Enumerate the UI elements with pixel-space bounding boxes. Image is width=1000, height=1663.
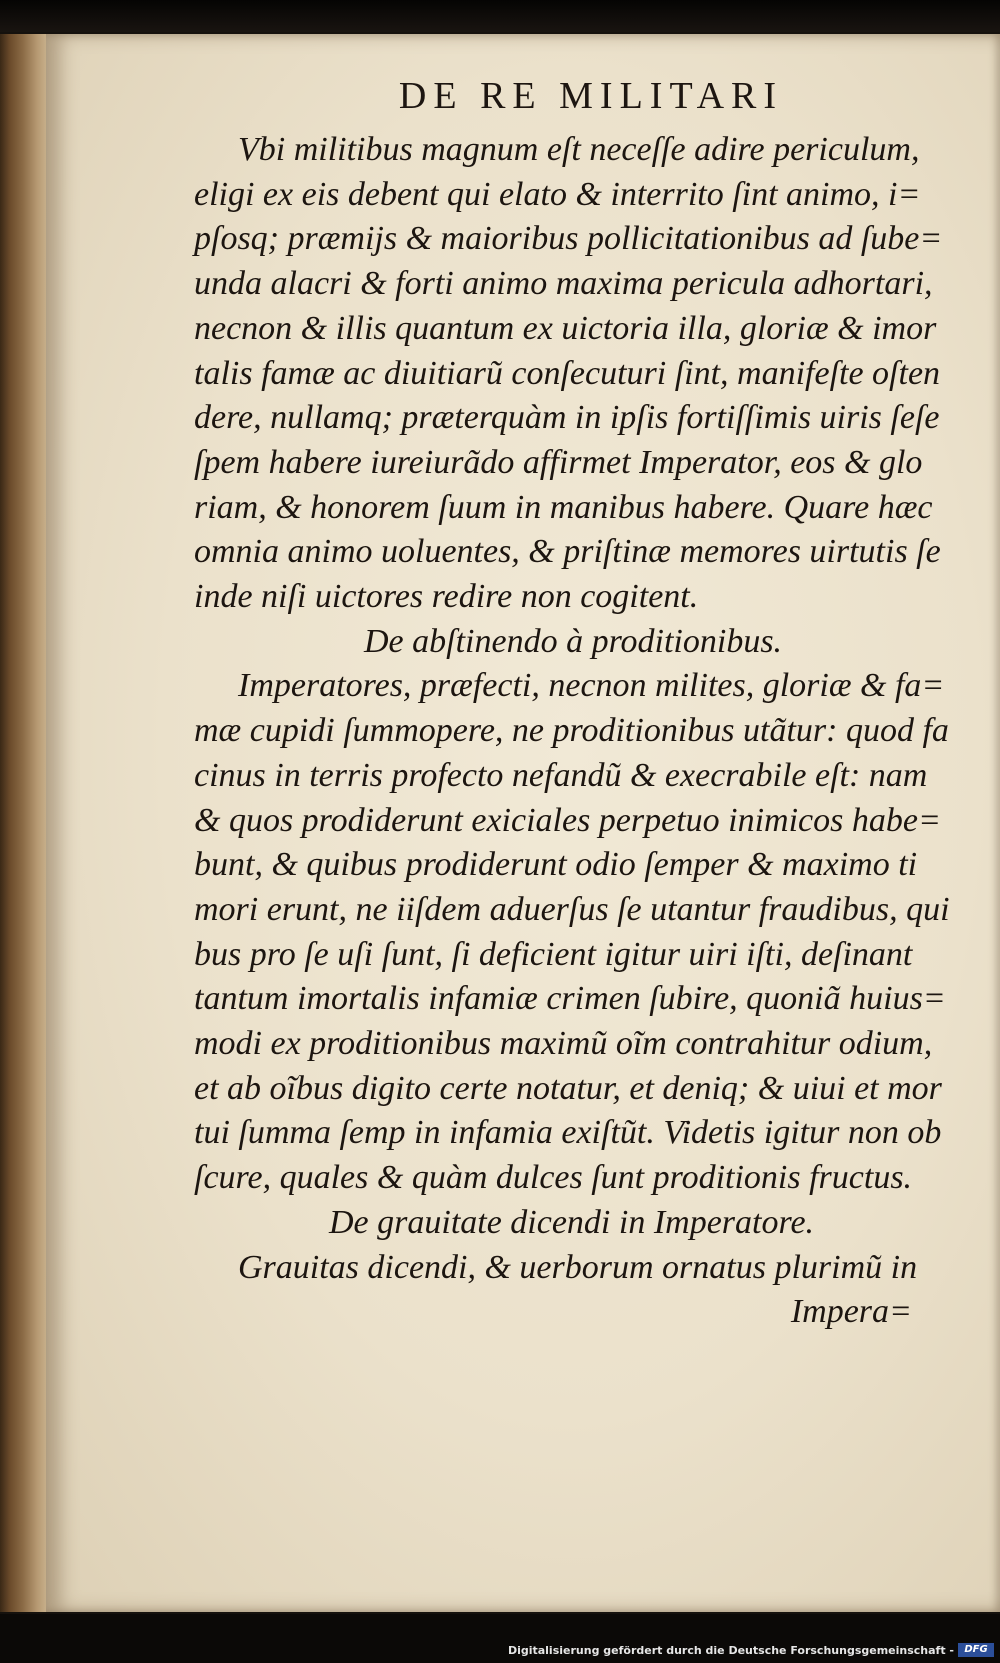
text-line: omnia animo uoluentes, & priſtinæ memores uirtutis ſe [194,533,941,571]
text-line: et ab oĩbus digito certe notatur, et deniq; & uiui et mor [194,1069,942,1107]
text-line: Imperatores, præfecti, necnon milites, gloriæ & fa= [238,667,945,705]
text-line: Vbi militibus magnum eſt neceſſe adire periculum, [238,131,920,168]
text-line: ſcure, quales & quàm dulces ſunt proditionis fructus. [194,1159,913,1197]
text-line: talis famæ ac diuitiarũ conſecuturi ſint, manifeſte oſten [194,354,941,392]
text-line: riam, & honorem ſuum in manibus habere. Quare hæc [194,488,933,526]
text-line: Impera= [790,1293,912,1331]
text-line: mæ cupidi ſummopere, ne proditionibus utãtur: quod fa [194,712,949,750]
text-line: dere, nullamq; præterquàm in ipſis fortiſſimis uiris ſeſe [194,399,940,437]
text-line: eligi ex eis debent qui elato & interrito ſint animo, i= [194,175,921,213]
book-page [46,34,1000,1612]
section-heading: De abſtinendo à proditionibus. [364,622,783,660]
text-line: modi ex proditionibus maximũ oĩm contrahitur odium, [194,1025,933,1063]
text-line: Grauitas dicendi, & uerborum ornatus plurimũ in [238,1248,918,1286]
text-line: ſpem habere iureiurãdo affirmet Imperator, eos & glo [194,443,923,481]
running-head: DE RE MILITARI [398,75,784,117]
scan-top-border [0,0,1000,34]
section-heading: De grauitate dicendi in Imperatore. [329,1203,815,1241]
text-line: tantum imortalis infamiæ crimen ſubire, quoniã huius= [194,980,946,1018]
text-line: & quos prodiderunt exiciales perpetuo inimicos habe= [194,801,941,839]
body-text [194,128,958,1335]
text-line: bus pro ſe uſi ſunt, ſi deficient igitur uiri iſti, deſinant [194,935,913,973]
digitization-credit: Digitalisierung gefördert durch die Deutsche Forschungsgemeinschaft - [507,1644,954,1657]
text-line: inde niſi uictores redire non cogitent. [194,578,699,616]
text-line: pſosq; præmijs & maioribus pollicitationibus ad ſube= [194,220,943,258]
dfg-logo-icon: DFG [958,1643,994,1657]
text-line: tui ſumma ſemp in infamia exiſtũt. Videtis igitur non ob [194,1114,942,1152]
text-line: necnon & illis quantum ex uictoria illa, gloriæ & imor [194,309,937,347]
text-line: unda alacri & forti animo maxima pericula adhortari, [194,265,933,303]
text-line: cinus in terris profecto nefandũ & execrabile eſt: nam [194,756,928,794]
text-line: bunt, & quibus prodiderunt odio ſemper & maximo ti [194,846,918,884]
page-content [194,74,958,1335]
digitization-footer [0,1614,1000,1663]
page-edge [0,34,50,1612]
text-line: mori erunt, ne iiſdem aduerſus ſe utantur fraudibus, qui [194,890,950,928]
